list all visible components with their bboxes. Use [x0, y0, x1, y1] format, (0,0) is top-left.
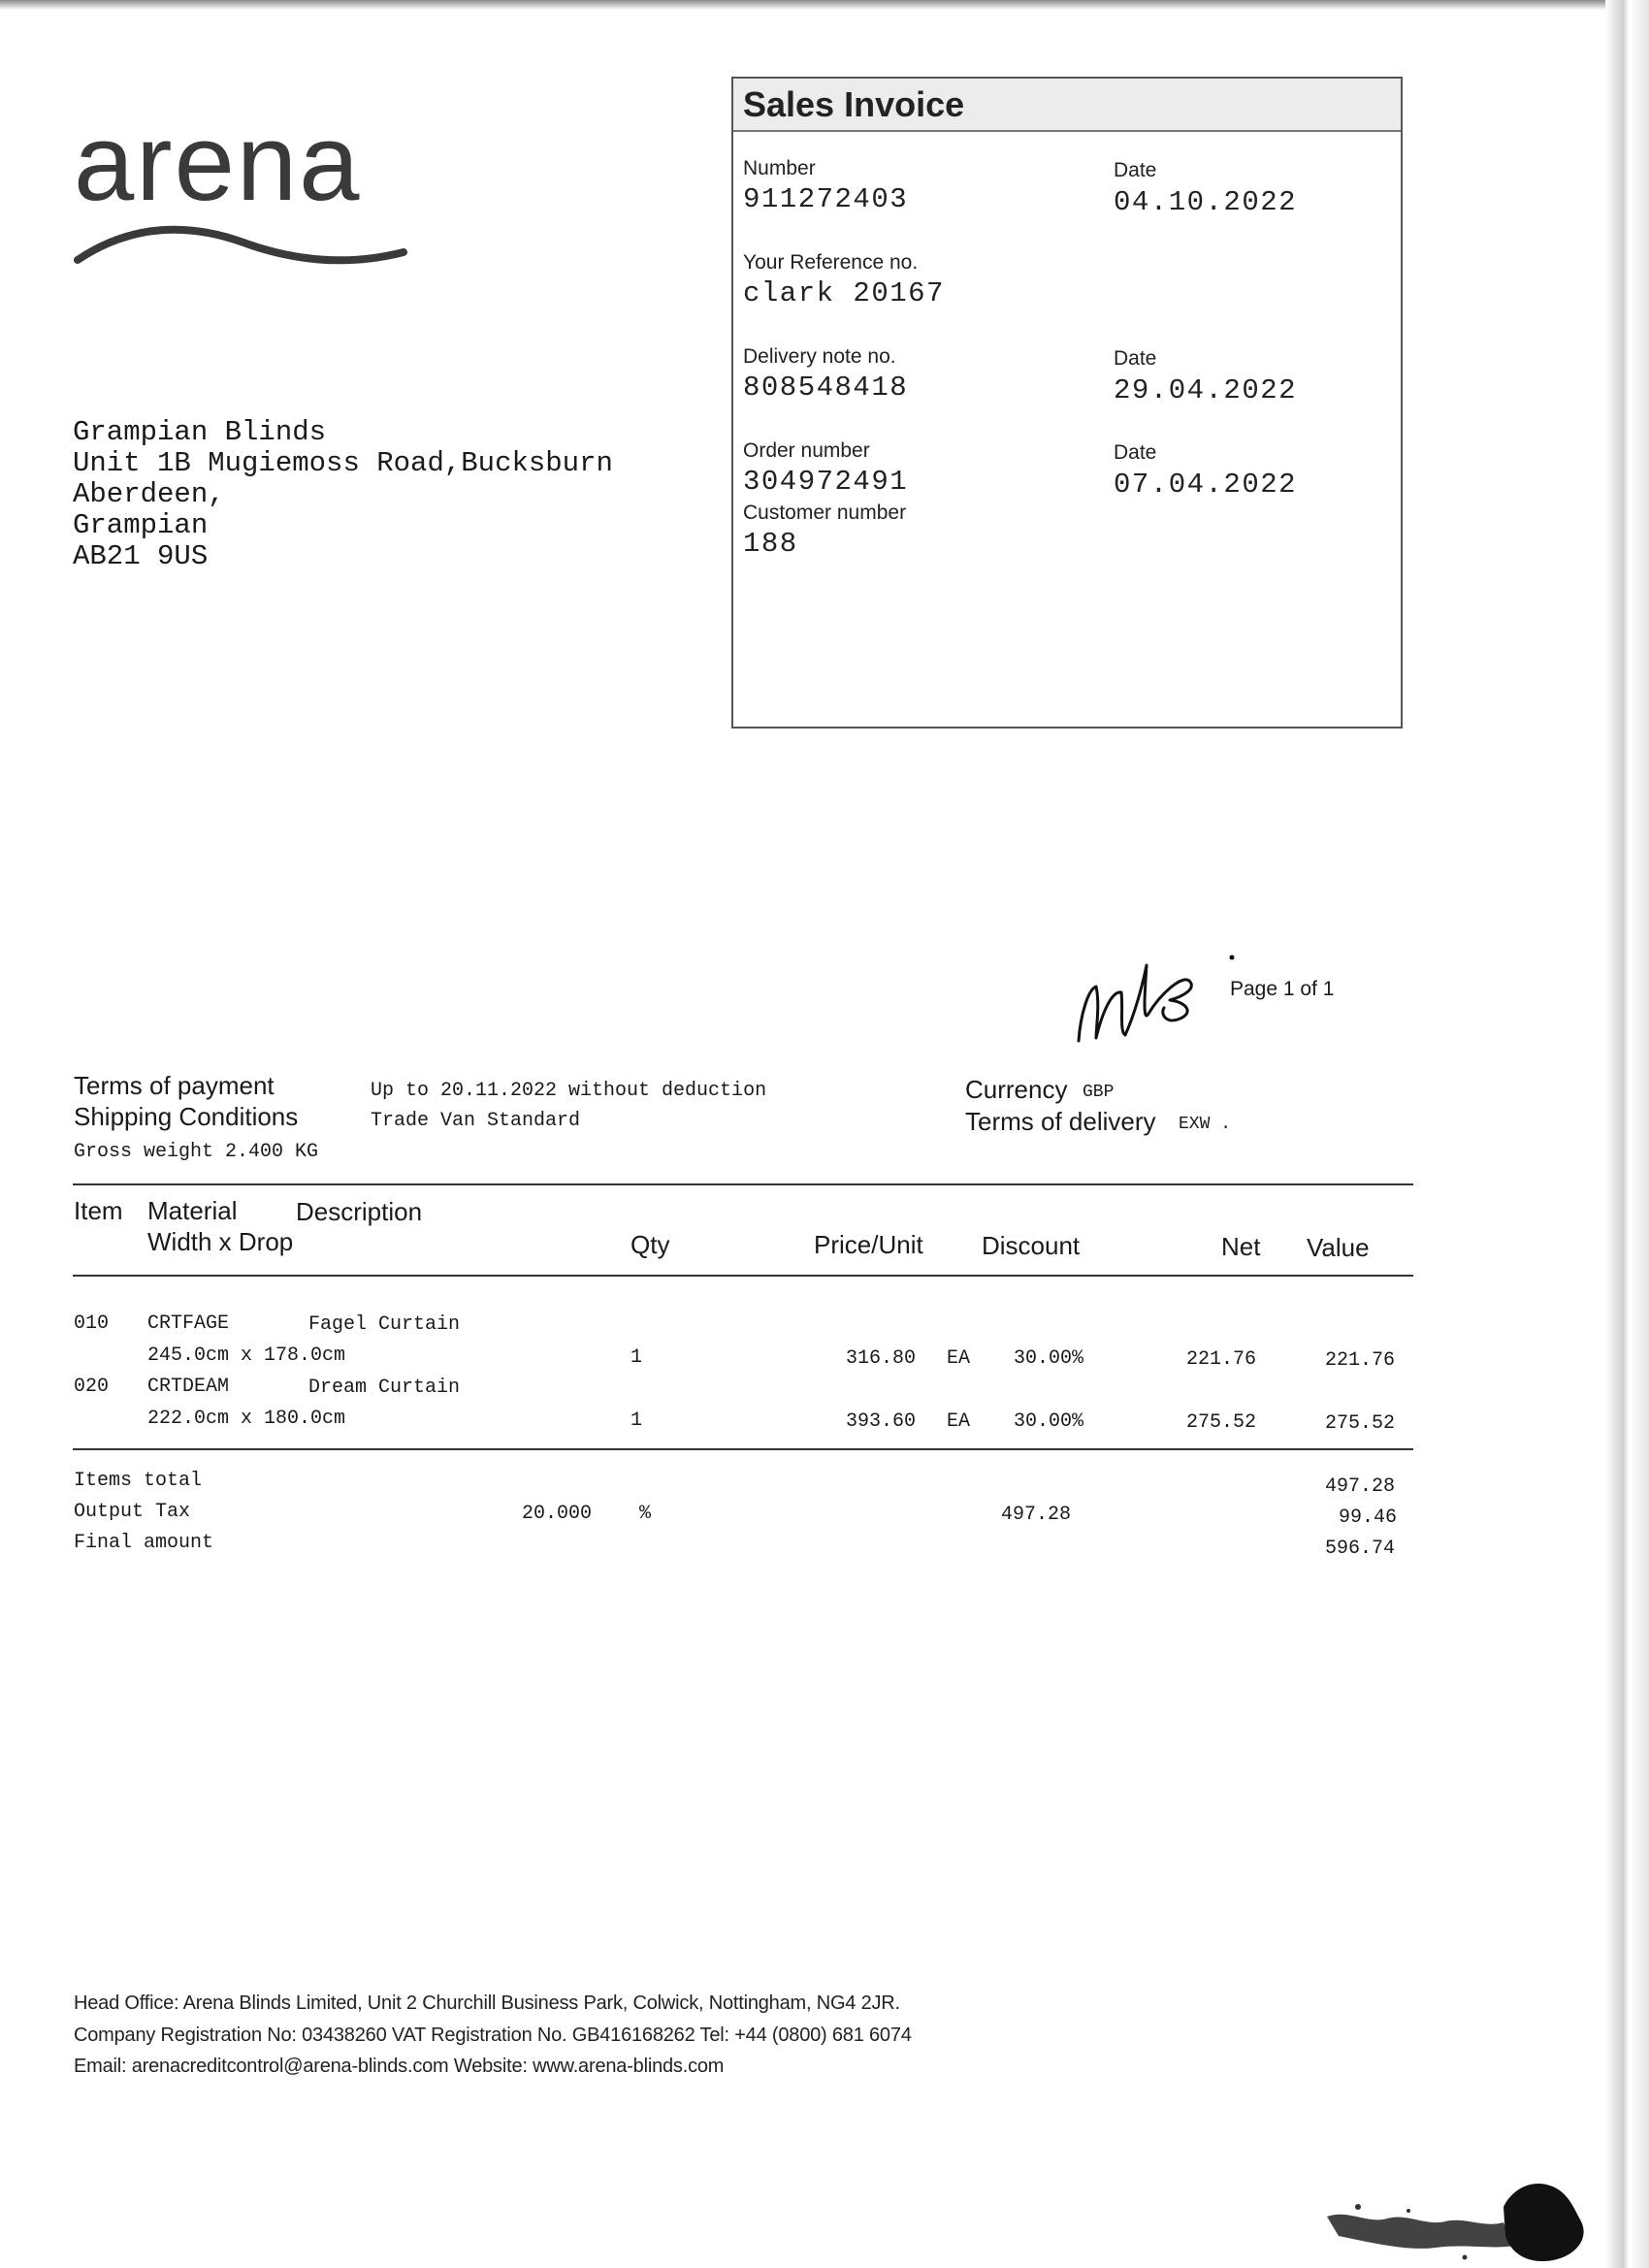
terms-of-payment-value: Up to 20.11.2022 without deduction — [371, 1080, 767, 1102]
row1-qty: 1 — [630, 1346, 643, 1369]
customer-postcode: AB21 9US — [73, 540, 209, 572]
invoice-number: 911272403 — [743, 183, 909, 215]
col-price-unit: Price/Unit — [814, 1230, 923, 1259]
row2-unit: EA — [947, 1410, 971, 1433]
output-tax-percent: % — [639, 1503, 652, 1525]
row2-price: 393.60 — [846, 1410, 917, 1433]
invoice-title: Sales Invoice — [743, 84, 965, 124]
customer-number: 188 — [743, 528, 798, 560]
delivery-date: 29.04.2022 — [1114, 374, 1298, 406]
row2-material: CRTDEAM — [147, 1376, 230, 1398]
invoice-date: 04.10.2022 — [1114, 186, 1298, 218]
col-qty: Qty — [630, 1230, 670, 1259]
customer-name: Grampian Blinds — [73, 416, 327, 448]
row1-item: 010 — [74, 1312, 110, 1335]
row2-item: 020 — [74, 1376, 110, 1398]
final-amount-label: Final amount — [74, 1532, 214, 1554]
delivery-note-number: 808548418 — [743, 372, 909, 404]
col-discount: Discount — [982, 1231, 1081, 1260]
invoice-info-box — [731, 77, 1403, 729]
page-number: Page 1 of 1 — [1230, 978, 1335, 1000]
row1-price: 316.80 — [846, 1347, 917, 1370]
delivery-date-label: Date — [1114, 347, 1157, 370]
customer-address — [73, 417, 613, 572]
table-header-rule — [73, 1275, 1413, 1277]
delivery-note-label: Delivery note no. — [743, 345, 896, 368]
gross-weight: Gross weight 2.400 KG — [74, 1141, 319, 1163]
currency-value: GBP — [1083, 1083, 1115, 1102]
col-net: Net — [1221, 1232, 1261, 1261]
invoice-date-label: Date — [1114, 159, 1157, 181]
row2-qty: 1 — [630, 1409, 643, 1432]
row2-description: Dream Curtain — [308, 1377, 461, 1399]
ink-blot-mark — [1319, 2168, 1610, 2265]
row1-net: 221.76 — [1186, 1348, 1257, 1371]
order-number: 304972491 — [743, 466, 909, 498]
row2-net: 275.52 — [1186, 1411, 1257, 1434]
items-total-value: 497.28 — [1325, 1475, 1396, 1498]
handwritten-signature — [1067, 946, 1251, 1062]
row1-material: CRTFAGE — [147, 1312, 230, 1335]
reference-label: Your Reference no. — [743, 251, 919, 274]
footer-head-office: Head Office: Arena Blinds Limited, Unit 2 Churchill Business Park, Colwick, Nottingham, NG4 2JR. — [74, 1993, 900, 2014]
row1-value: 221.76 — [1325, 1349, 1396, 1372]
shipping-conditions-value: Trade Van Standard — [371, 1110, 581, 1132]
col-item: Item — [74, 1196, 123, 1225]
row1-description: Fagel Curtain — [308, 1313, 461, 1336]
customer-address-line2: Aberdeen, — [73, 478, 225, 510]
arena-logo-text: arena — [74, 102, 362, 223]
row2-discount: 30.00% — [1014, 1410, 1084, 1433]
row1-unit: EA — [947, 1347, 971, 1370]
col-value: Value — [1307, 1233, 1370, 1262]
order-number-label: Order number — [743, 439, 870, 462]
row2-value: 275.52 — [1325, 1412, 1396, 1435]
output-tax-base: 497.28 — [1001, 1504, 1072, 1526]
terms-of-payment-label: Terms of payment — [74, 1071, 275, 1100]
row1-discount: 30.00% — [1014, 1347, 1084, 1370]
row1-size: 245.0cm x 178.0cm — [147, 1345, 346, 1367]
col-material: Material — [147, 1196, 238, 1225]
footer-registration: Company Registration No: 03438260 VAT Registration No. GB416168262 Tel: +44 (0800) 681 6074 — [74, 2025, 912, 2046]
logo-wave-icon — [74, 215, 408, 274]
invoice-number-label: Number — [743, 157, 816, 179]
customer-address-line3: Grampian — [73, 509, 209, 541]
scan-edge-right — [1605, 0, 1649, 2268]
final-amount-value: 596.74 — [1325, 1538, 1396, 1560]
customer-address-line1: Unit 1B Mugiemoss Road,Bucksburn — [73, 447, 613, 479]
terms-of-delivery-label: Terms of delivery — [965, 1107, 1156, 1136]
terms-of-delivery-value: EXW . — [1179, 1115, 1232, 1134]
order-date-label: Date — [1114, 441, 1157, 464]
row2-size: 222.0cm x 180.0cm — [147, 1408, 346, 1430]
order-date: 07.04.2022 — [1114, 469, 1298, 501]
output-tax-value: 99.46 — [1339, 1507, 1398, 1529]
scan-edge-top — [0, 0, 1649, 10]
table-bottom-rule — [73, 1448, 1413, 1450]
customer-number-label: Customer number — [743, 502, 907, 524]
output-tax-rate: 20.000 — [522, 1503, 593, 1525]
output-tax-label: Output Tax — [74, 1501, 191, 1523]
footer-contact: Email: arenacreditcontrol@arena-blinds.com Website: www.arena-blinds.com — [74, 2056, 725, 2077]
col-description: Description — [296, 1197, 423, 1226]
reference-value: clark 20167 — [743, 277, 945, 309]
table-top-rule — [73, 1183, 1413, 1185]
invoice-box-header — [733, 79, 1401, 132]
items-total-label: Items total — [74, 1470, 203, 1492]
shipping-conditions-label: Shipping Conditions — [74, 1102, 299, 1131]
currency-label: Currency — [965, 1075, 1068, 1104]
col-width-drop: Width x Drop — [147, 1227, 294, 1256]
